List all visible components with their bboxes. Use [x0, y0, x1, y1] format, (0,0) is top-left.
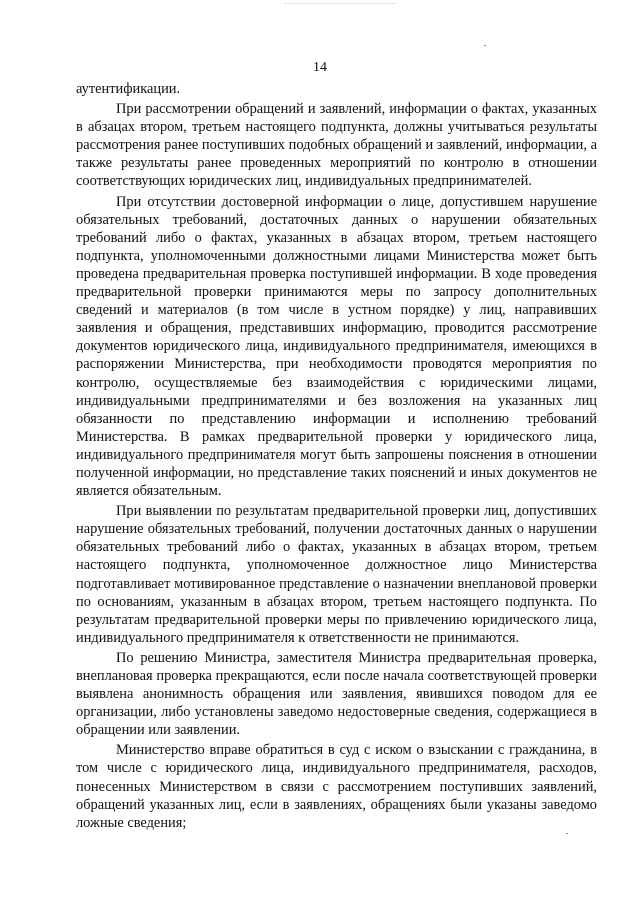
paragraph: При выявлении по результатам предварительной проверки лиц, допустивших нарушение обязательных требований, получении достаточных данных о нарушении обязательных требований либо о фактах, указанных в абзацах втором, третьем настоящего подпункта, уполномоченное должностное лицо Министерства подготавливает мотивированное представление о назначении внеплановой проверки по основаниям, указанным в абзацах втором, третьем настоящего подпункта. По результатам предварительной проверки меры по привлечению юридического лица, индивидуального предпринимателя к ответственности не принимаются. — [76, 503, 597, 646]
document-body — [76, 80, 597, 834]
paragraph: При отсутствии достоверной информации о лице, допустившем нарушение обязательных требований, достаточных данных о нарушении обязательных требований либо о фактах, указанных в абзацах втором, третьем настоящего подпункта, уполномоченными должностными лицами Министерства может быть проведена предварительная проверка поступившей информации. В ходе проведения предварительной проверки принимаются меры по запросу дополнительных сведений и материалов (в том числе в устном порядке) у лиц, направивших заявления и обращения, представивших информацию, проводится рассмотрение документов юридического лица, индивидуального предпринимателя, имеющихся в распоряжении Министерства, при необходимости проводятся мероприятия по контролю, осуществляемые без взаимодействия с юридическими лицами, индивидуальными предпринимателями и без возложения на указанных лиц обязанности по представлению информации и исполнению требований Министерства. В рамках предварительной проверки у юридического лица, индивидуального предпринимателя могут быть запрошены пояснения в отношении полученной информации, но представление таких пояснений и иных документов не является обязательным. — [76, 193, 597, 500]
paragraph: При рассмотрении обращений и заявлений, информации о фактах, указанных в абзацах втором, третьем настоящего подпункта, должны учитываться результаты рассмотрения ранее поступивших подобных обращений и заявлений, информации, а также результаты ранее проведенных мероприятий по контролю в отношении соответствующих юридических лиц, индивидуальных предпринимателей. — [76, 101, 597, 190]
page-number: 14 — [313, 60, 327, 75]
scan-speck — [484, 45, 486, 46]
paragraph-continuation: аутентификации. — [76, 81, 181, 97]
paragraph: Министерство вправе обратиться в суд с иском о взыскании с гражданина, в том числе с юридического лица, индивидуального предпринимателя, расходов, понесенных Министерством в связи с рассмотрением поступивших заявлений, обращений указанных лиц, если в заявлениях, обращениях были указаны заведомо ложные сведения; — [76, 742, 597, 831]
paragraph: По решению Министра, заместителя Министра предварительная проверка, внеплановая проверка прекращаются, если после начала соответствующей проверки выявлена анонимность обращения или заявления, явившихся поводом для ее организации, либо установлены заведомо недостоверные сведения, содержащиеся в обращении или заявлении. — [76, 649, 597, 739]
scan-artifact — [285, 3, 395, 5]
